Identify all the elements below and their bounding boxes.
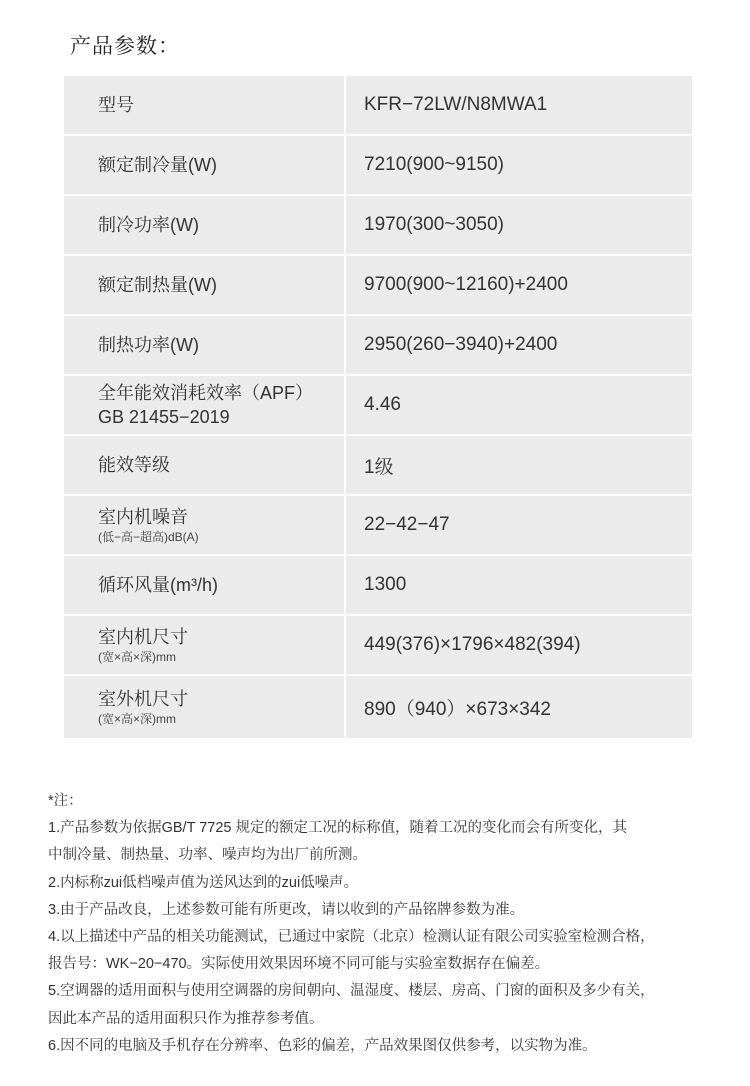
notes: [48, 788, 718, 1060]
spec-row-indoor-noise: [64, 496, 692, 556]
page-title: 产品参数：: [70, 35, 180, 58]
spec-label: 制热功率(W): [98, 335, 199, 355]
spec-value: 22−42−47: [364, 514, 450, 535]
spec-label-cell: [64, 676, 346, 738]
spec-label-cell: [64, 616, 346, 674]
spec-label: 全年能效消耗效率（APF）: [98, 383, 314, 403]
spec-row-cooling-power: [64, 196, 692, 256]
spec-row-outdoor-size: [64, 676, 692, 738]
note-line: 中制冷量、制热量、功率、噪声均为出厂前所测。: [48, 847, 367, 864]
spec-row-model: [64, 76, 692, 136]
note-line: 1.产品参数为依据GB/T 7725 规定的额定工况的标称值，随着工况的变化而会有所变化，其: [48, 820, 627, 837]
note-line: 2.内标称zui低档噪声值为送风达到的zui低噪声。: [48, 874, 359, 891]
note-line: 3.由于产品改良，上述参数可能有所更改，请以收到的产品铭牌参数为准。: [48, 901, 525, 918]
note-line: 5.空调器的适用面积与使用空调器的房间朝向、温湿度、楼层、房高、门窗的面积及多少有关，: [48, 983, 655, 1000]
note-line: 报告号：WK−20−470。实际使用效果因环境不同可能与实验室数据存在偏差。: [48, 956, 550, 973]
spec-label: 型号: [98, 95, 134, 115]
spec-sublabel: (低−高−超高)dB(A): [98, 530, 199, 544]
note-line: 因此本产品的适用面积只作为推荐参考值。: [48, 1010, 324, 1027]
spec-label: 能效等级: [98, 455, 170, 475]
spec-value: 449(376)×1796×482(394): [364, 634, 581, 655]
spec-row-heating-power: [64, 316, 692, 376]
spec-label: 室外机尺寸: [98, 689, 188, 709]
note-line: 4.以上描述中产品的相关功能测试，已通过中家院（北京）检测认证有限公司实验室检测合格，: [48, 929, 655, 946]
spec-label-cell: [64, 556, 346, 614]
spec-value: 4.46: [364, 394, 401, 415]
spec-label-cell: [64, 316, 346, 374]
spec-row-cooling-capacity: [64, 136, 692, 196]
note-line: 6.因不同的电脑及手机存在分辨率、色彩的偏差，产品效果图仅供参考，以实物为准。: [48, 1037, 597, 1054]
spec-label: 室内机尺寸: [98, 627, 188, 647]
spec-label-cell: [64, 376, 346, 434]
spec-value: KFR−72LW/N8MWA1: [364, 94, 548, 115]
spec-row-indoor-size: [64, 616, 692, 676]
spec-label-cell: [64, 436, 346, 494]
spec-value: 2950(260−3940)+2400: [364, 334, 558, 355]
spec-sublabel: (宽×高×深)mm: [98, 712, 177, 726]
spec-label-cell: [64, 496, 346, 554]
spec-label-cell: [64, 256, 346, 314]
spec-row-efficiency-grade: [64, 436, 692, 496]
spec-label: 制冷功率(W): [98, 215, 199, 235]
spec-sublabel: GB 21455−2019: [98, 407, 230, 427]
spec-value: 890（940）×673×342: [364, 698, 551, 720]
spec-label-cell: [64, 76, 346, 134]
spec-value: 7210(900~9150): [364, 154, 504, 175]
spec-sublabel: (宽×高×深)mm: [98, 650, 177, 664]
spec-value: 1970(300~3050): [364, 214, 504, 235]
spec-label: 室内机噪音: [98, 507, 188, 527]
spec-row-airflow: [64, 556, 692, 616]
spec-label: 额定制热量(W): [98, 275, 217, 295]
spec-row-apf: [64, 376, 692, 436]
spec-row-heating-capacity: [64, 256, 692, 316]
notes-heading: *注：: [48, 793, 83, 809]
spec-value: 1300: [364, 574, 407, 595]
spec-value: 1级: [364, 456, 394, 478]
spec-label: 额定制冷量(W): [98, 155, 217, 175]
spec-table: [64, 76, 692, 738]
spec-label-cell: [64, 196, 346, 254]
spec-value: 9700(900~12160)+2400: [364, 274, 568, 295]
spec-label: 循环风量(m³/h): [98, 575, 218, 595]
spec-label-cell: [64, 136, 346, 194]
